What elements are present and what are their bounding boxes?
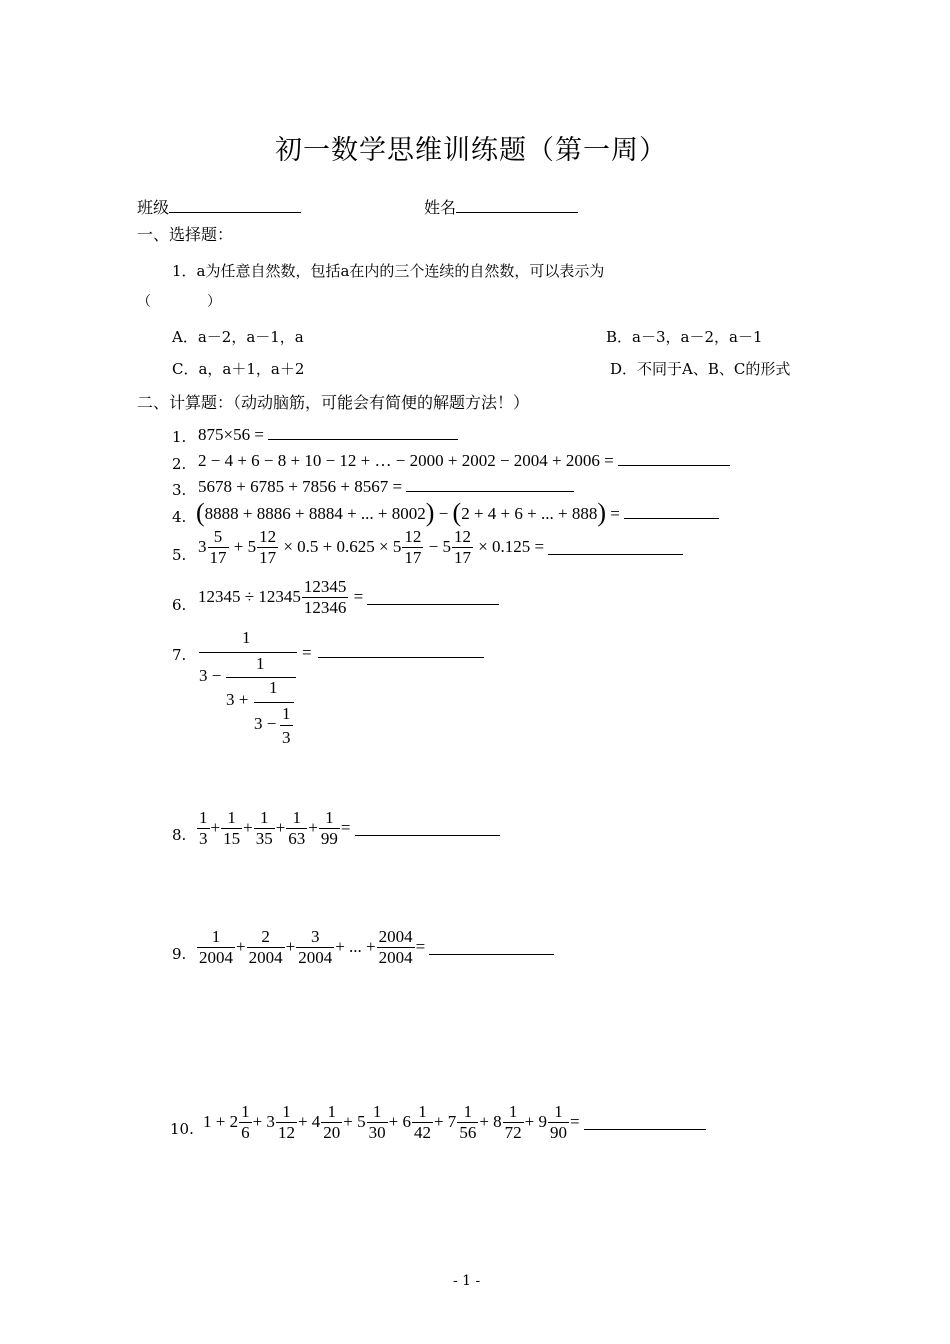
problem-4-number: 4. bbox=[172, 508, 187, 526]
problem-1-expression: 875×56 = bbox=[198, 425, 264, 444]
problem-10-number: 10. bbox=[170, 1120, 194, 1138]
class-label: 班级 bbox=[137, 198, 170, 217]
answer-blank-4[interactable] bbox=[624, 504, 719, 519]
answer-blank-2[interactable] bbox=[618, 451, 730, 466]
problem-8-number: 8. bbox=[172, 826, 187, 844]
problem-6-number: 6. bbox=[172, 596, 187, 614]
option-c[interactable]: C．a，a＋1，a＋2 bbox=[172, 360, 305, 378]
answer-blank-1[interactable] bbox=[268, 425, 458, 440]
problem-1 bbox=[198, 425, 458, 445]
question-1-text: 1．a为任意自然数，包括a在内的三个连续的自然数，可以表示为 bbox=[172, 262, 605, 280]
problem-1-number: 1. bbox=[172, 428, 187, 446]
problem-5-number: 5. bbox=[172, 546, 187, 564]
name-blank[interactable] bbox=[456, 198, 578, 213]
problem-6: 12345 ÷ 12345 $\frac{12345}{12346}$ = bbox=[198, 578, 499, 617]
option-a[interactable]: A．a－2，a－1，a bbox=[172, 328, 304, 346]
answer-blank-9[interactable] bbox=[429, 940, 554, 955]
problem-3 bbox=[198, 477, 574, 497]
problem-5: 3 $\frac{5}{17}$ + 5 $\frac{12}{17}$ × 0.5 + 0.625 × 5 $\frac{12}{17}$ − 5 $\frac{12}{17}$ × 0.125 = bbox=[198, 528, 683, 567]
problem-4: (8888 + 8886 + 8884 + ... + 8002) − (2 + 4 + 6 + ... + 888) = bbox=[196, 498, 719, 524]
answer-blank-7[interactable] bbox=[318, 643, 484, 658]
answer-blank-3[interactable] bbox=[406, 477, 574, 492]
option-d[interactable]: D．不同于A、B、C的形式 bbox=[610, 360, 791, 378]
problem-8: $\frac{1}{3}$ + $\frac{1}{15}$ + $\frac{1}{35}$ + $\frac{1}{63}$ + $\frac{1}{99}$ = bbox=[196, 809, 500, 848]
name-field[interactable] bbox=[424, 195, 578, 218]
problem-2-number: 2. bbox=[172, 455, 187, 473]
problem-7: 1 = 3 − 1 3 + 1 3 − 1 3 bbox=[196, 626, 496, 756]
problem-4-sum-a: 8888 + 8886 + 8884 + ... + 8002 bbox=[204, 504, 426, 523]
section-heading-choice: 一、选择题： bbox=[137, 225, 234, 244]
problem-2 bbox=[198, 451, 730, 471]
answer-blank-10[interactable] bbox=[584, 1115, 706, 1130]
problem-9: $\frac{1}{2004}$ + $\frac{2}{2004}$ + $\frac{3}{2004}$ + ... + $\frac{2004}{2004}$ = bbox=[196, 928, 554, 967]
problem-3-number: 3. bbox=[172, 481, 187, 499]
page-number: - 1 - bbox=[453, 1273, 481, 1289]
problem-3-expression: 5678 + 6785 + 7856 + 8567 = bbox=[198, 477, 403, 496]
problem-2-expression: 2 − 4 + 6 − 8 + 10 − 12 + … − 2000 + 2002 − 2004 + 2006 = bbox=[198, 451, 614, 470]
answer-blank-8[interactable] bbox=[355, 821, 500, 836]
answer-blank-6[interactable] bbox=[367, 590, 499, 605]
class-field[interactable] bbox=[137, 195, 301, 218]
page-title: 初一数学思维训练题（第一周） bbox=[275, 135, 667, 166]
answer-blank-5[interactable] bbox=[548, 540, 683, 555]
question-1-paren: （ ） bbox=[137, 294, 221, 310]
class-blank[interactable] bbox=[169, 198, 301, 213]
problem-10: 1 + 2 $\frac{1}{6}$ + 3 $\frac{1}{12}$ + 4 $\frac{1}{20}$ + 5 $\frac{1}{30}$ + 6 $\frac{1}{42}$ + 7 $\frac{1}{56}$ + 8 $\frac{1}{72}$ + 9 $\frac{1}{90}$ = bbox=[203, 1103, 706, 1142]
section-heading-calc: 二、计算题：（动动脑筋，可能会有简便的解题方法！） bbox=[137, 393, 530, 412]
problem-4-sum-b: 2 + 4 + 6 + ... + 888 bbox=[461, 504, 598, 523]
problem-9-number: 9. bbox=[172, 945, 187, 963]
problem-7-number: 7. bbox=[172, 646, 187, 664]
option-b[interactable]: B．a－3，a－2，a－1 bbox=[606, 328, 763, 346]
name-label: 姓名 bbox=[424, 198, 457, 217]
